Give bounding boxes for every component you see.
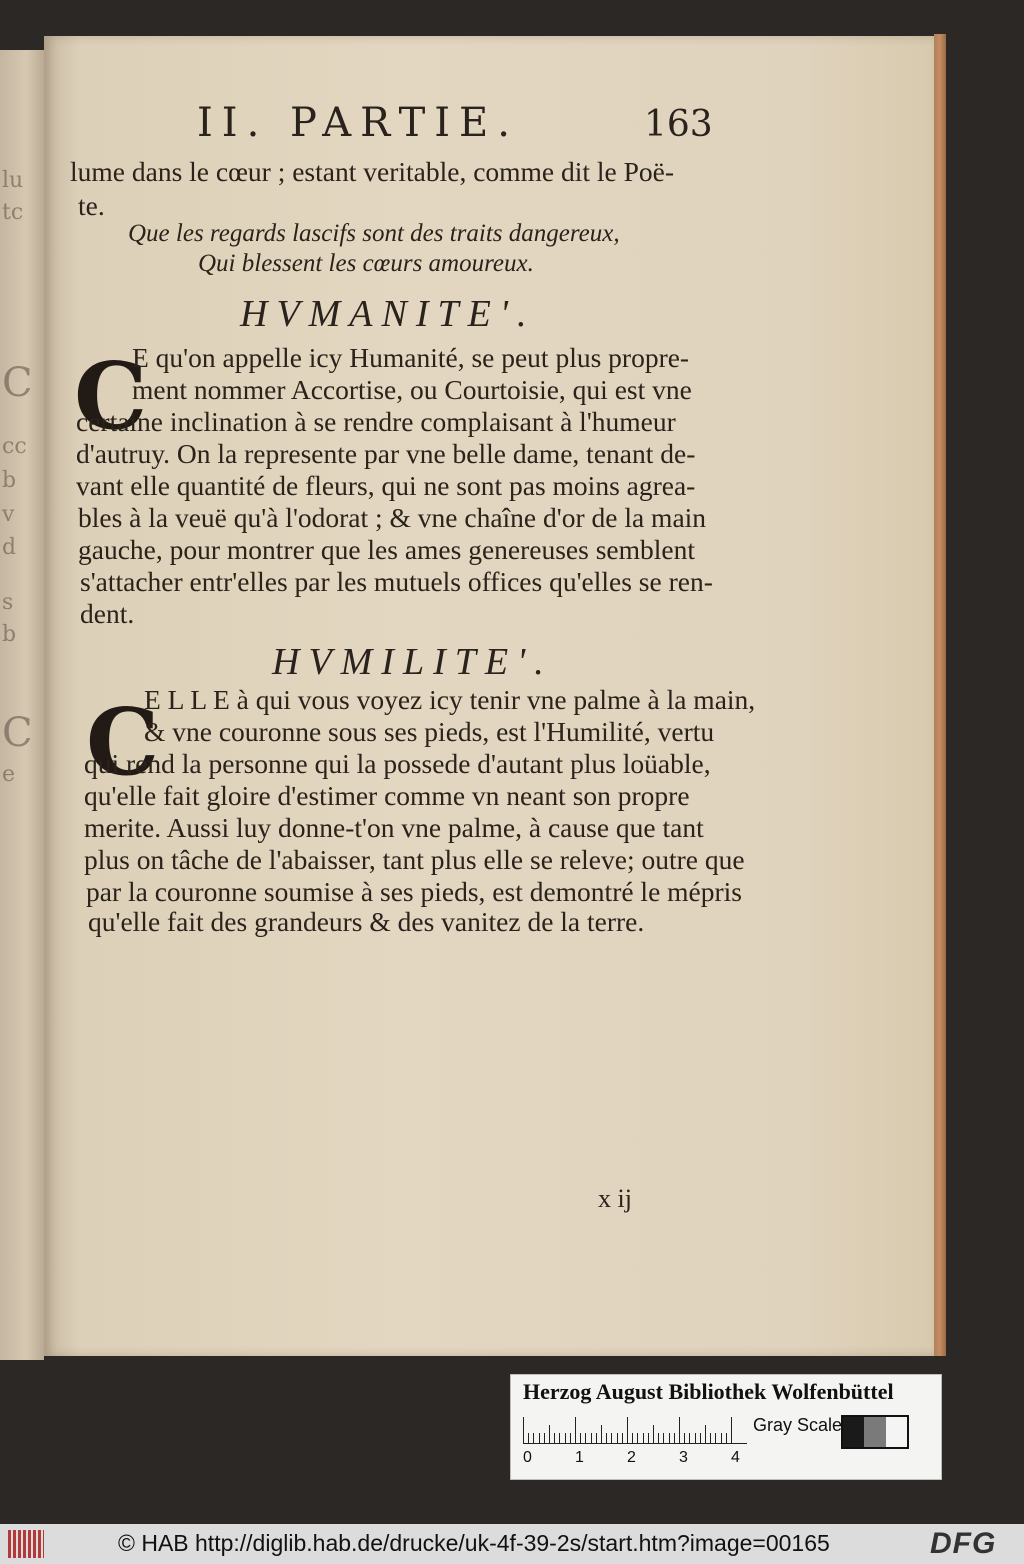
scale-tick bbox=[663, 1433, 664, 1443]
left-page-fragment: cc bbox=[2, 434, 27, 459]
gray-swatch bbox=[886, 1417, 907, 1447]
section-heading-humilite: HVMILITE'. bbox=[272, 641, 553, 683]
text-line: merite. Aussi luy donne-t'on vne palme, à cause que tant bbox=[84, 812, 704, 843]
text-line: qui rend la personne qui la possede d'autant plus loüable, bbox=[84, 748, 711, 779]
scale-tick bbox=[606, 1433, 607, 1443]
left-page-fragment: C bbox=[2, 710, 33, 756]
scale-tick bbox=[533, 1433, 534, 1443]
text-line: te. bbox=[78, 190, 105, 221]
scale-tick bbox=[710, 1433, 711, 1443]
text-line: dent. bbox=[80, 598, 135, 629]
gray-swatch bbox=[864, 1417, 885, 1447]
left-page-fragment: d bbox=[2, 535, 17, 560]
scale-tick bbox=[559, 1433, 560, 1443]
scale-tick bbox=[627, 1417, 628, 1443]
scale-tick bbox=[679, 1417, 680, 1443]
scale-tick bbox=[585, 1433, 586, 1443]
drop-cap: C bbox=[86, 688, 160, 796]
scale-tick bbox=[570, 1433, 571, 1443]
verse-line: Que les regards lascifs sont des traits dangereux, bbox=[128, 220, 620, 247]
scale-number: 1 bbox=[575, 1449, 584, 1466]
scale-tick bbox=[648, 1433, 649, 1443]
section-heading-humanite: HVMANITE'. bbox=[240, 293, 536, 335]
page-number: 163 bbox=[644, 104, 713, 145]
text-line: d'autruy. On la represente par vne belle dame, tenant de- bbox=[76, 438, 696, 469]
text-line: ment nommer Accortise, ou Courtoisie, qui est vne bbox=[132, 374, 692, 405]
running-head: II. PARTIE. bbox=[197, 100, 519, 146]
dfg-logo: DFG bbox=[930, 1527, 997, 1560]
scale-tick bbox=[658, 1433, 659, 1443]
scale-tick bbox=[596, 1433, 597, 1443]
scale-tick bbox=[700, 1433, 701, 1443]
scale-tick bbox=[617, 1433, 618, 1443]
text-line: par la couronne soumise à ses pieds, est demontré le mépris bbox=[86, 876, 742, 907]
library-color-card bbox=[510, 1374, 942, 1480]
scale-tick bbox=[637, 1433, 638, 1443]
scale-tick bbox=[622, 1433, 623, 1443]
left-page-fragment: v bbox=[2, 502, 15, 527]
scale-number: 3 bbox=[679, 1449, 688, 1466]
scale-tick bbox=[731, 1417, 732, 1443]
scale-tick bbox=[674, 1433, 675, 1443]
scale-tick bbox=[632, 1433, 633, 1443]
text-line: s'attacher entr'elles par les mutuels offices qu'elles se ren- bbox=[80, 566, 713, 597]
text-line: vant elle quantité de fleurs, qui ne sont pas moins agrea- bbox=[76, 470, 696, 501]
scale-tick bbox=[539, 1433, 540, 1443]
text-line: & vne couronne sous ses pieds, est l'Humilité, vertu bbox=[144, 716, 715, 747]
left-page-fragment: s bbox=[2, 590, 14, 615]
left-page-fragment: tc bbox=[2, 200, 24, 225]
scale-tick bbox=[705, 1425, 706, 1443]
text-line: lume dans le cœur ; estant veritable, comme dit le Poë- bbox=[70, 156, 675, 187]
signature-mark: x ij bbox=[598, 1184, 632, 1213]
scale-tick bbox=[544, 1433, 545, 1443]
scale-tick bbox=[726, 1433, 727, 1443]
gray-scale-label: Gray Scale bbox=[753, 1415, 843, 1435]
left-page-fragment: b bbox=[2, 622, 17, 647]
left-page-fragment: lu bbox=[2, 168, 24, 193]
scale-tick bbox=[684, 1433, 685, 1443]
page-edge bbox=[934, 34, 946, 1356]
scale-tick bbox=[554, 1433, 555, 1443]
library-name: Herzog August Bibliothek Wolfenbüttel bbox=[523, 1379, 894, 1404]
scale-tick bbox=[591, 1433, 592, 1443]
text-line: qu'elle fait gloire d'estimer comme vn neant son propre bbox=[84, 780, 690, 811]
scale-tick bbox=[565, 1433, 566, 1443]
barcode-icon bbox=[8, 1530, 44, 1558]
left-page-fragment: e bbox=[2, 762, 16, 787]
scale-tick bbox=[669, 1433, 670, 1443]
footer-bar bbox=[0, 1524, 1024, 1564]
scale-tick bbox=[715, 1433, 716, 1443]
text-line: gauche, pour montrer que les ames genereuses semblent bbox=[78, 534, 696, 565]
scale-tick bbox=[523, 1417, 524, 1443]
scale-tick bbox=[695, 1433, 696, 1443]
scale-tick bbox=[643, 1433, 644, 1443]
scale-number: 2 bbox=[627, 1449, 636, 1466]
scale-tick bbox=[653, 1425, 654, 1443]
left-page-fragment: b bbox=[2, 468, 17, 493]
text-line: E qu'on appelle icy Humanité, se peut plus propre- bbox=[132, 342, 690, 373]
left-page-margin bbox=[0, 50, 44, 1360]
scale-tick bbox=[611, 1433, 612, 1443]
drop-cap: C bbox=[74, 342, 148, 450]
gray-swatch bbox=[843, 1417, 864, 1447]
scale-tick bbox=[528, 1433, 529, 1443]
text-line: qu'elle fait des grandeurs & des vanitez de la terre. bbox=[88, 906, 645, 937]
scale-tick bbox=[575, 1417, 576, 1443]
scale-number: 0 bbox=[523, 1449, 532, 1466]
measurement-scale bbox=[523, 1413, 747, 1444]
scale-tick bbox=[721, 1433, 722, 1443]
text-line: plus on tâche de l'abaisser, tant plus elle se releve; outre que bbox=[84, 844, 745, 875]
scale-tick bbox=[601, 1425, 602, 1443]
scale-tick bbox=[689, 1433, 690, 1443]
scale-tick bbox=[549, 1425, 550, 1443]
scale-tick bbox=[580, 1433, 581, 1443]
gray-scale-swatches bbox=[841, 1415, 909, 1449]
footer-url[interactable]: © HAB http://diglib.hab.de/drucke/uk-4f-39-2s/start.htm?image=00165 bbox=[118, 1530, 830, 1556]
left-page-fragment: C bbox=[2, 360, 33, 406]
scale-number: 4 bbox=[731, 1449, 740, 1466]
verse-line: Qui blessent les cœurs amoureux. bbox=[198, 250, 534, 277]
text-line: bles à la veuë qu'à l'odorat ; & vne chaîne d'or de la main bbox=[78, 502, 707, 533]
text-line: certaine inclination à se rendre complaisant à l'humeur bbox=[76, 406, 676, 437]
text-line: E L L E à qui vous voyez icy tenir vne palme à la main, bbox=[144, 684, 756, 715]
